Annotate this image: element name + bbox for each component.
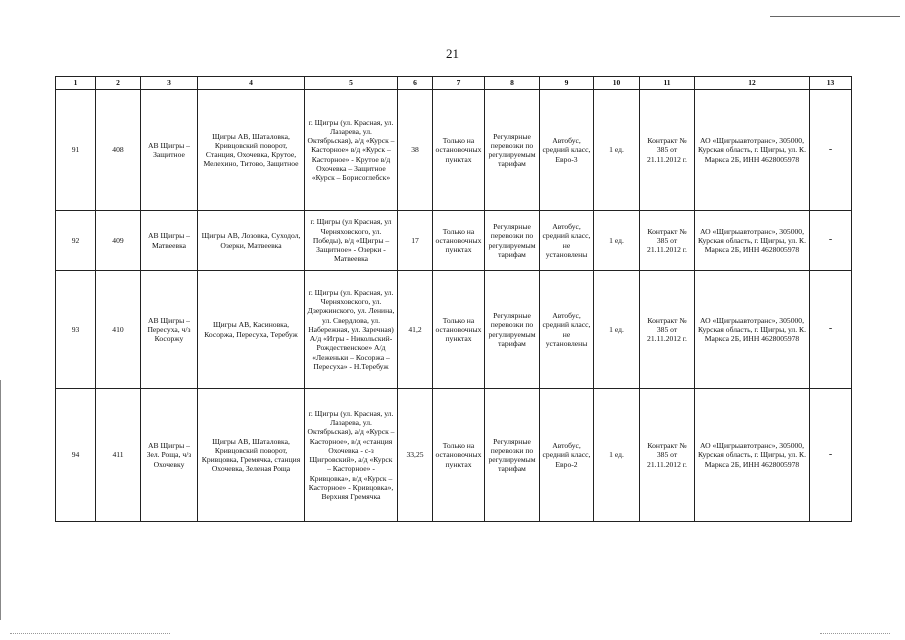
contract: Контракт № 385 от 21.11.2012 г. — [640, 90, 695, 211]
note: - — [810, 90, 852, 211]
route-name: АВ Щигры – Матвеевка — [141, 211, 198, 271]
scan-left-edge — [0, 380, 1, 620]
header-cell: 12 — [695, 77, 810, 90]
vehicle-class: Автобус, средний класс, не установлены — [540, 211, 594, 271]
route-name: АВ Щигры – Защитное — [141, 90, 198, 211]
note: - — [810, 211, 852, 271]
header-cell: 8 — [485, 77, 540, 90]
route-streets: г. Щигры (ул. Красная, ул. Черняховского, ул. Дзержинского, ул. Ленина, ул. Свердлова, ул. Набережная, ул. Заречная) А/д «Игры - Никольский-Рождественское» А/д «Леженьки – Косоржа – Пересуха» - Н.Теребуж — [305, 271, 398, 389]
carrier: АО «Щигрыавтотранс», 305000, Курская область, г. Щигры, ул. К. Маркса 2Б, ИНН 4628005978 — [695, 271, 810, 389]
transport-type: Регулярные перевозки по регулируемым тарифам — [485, 271, 540, 389]
routes-table — [55, 76, 852, 522]
carrier: АО «Щигрыавтотранс», 305000, Курская область, г. Щигры, ул. К. Маркса 2Б, ИНН 4628005978 — [695, 90, 810, 211]
route-streets: г. Щигры (ул. Красная, ул. Лазарева, ул. Октябрьская), а/д «Курск – Касторное» в/д «Курск – Касторное» - Крутое в/д Охочевка – Защитное «Курск – Борисоглебск» — [305, 90, 398, 211]
contract: Контракт № 385 от 21.11.2012 г. — [640, 211, 695, 271]
table-row — [56, 389, 852, 522]
route-length: 33,25 — [398, 389, 433, 522]
table-header-row — [56, 77, 852, 90]
header-cell: 9 — [540, 77, 594, 90]
vehicle-count: 1 ед. — [594, 389, 640, 522]
stop-order: Только на остановочных пунктах — [433, 271, 485, 389]
stop-order: Только на остановочных пунктах — [433, 211, 485, 271]
header-cell: 4 — [198, 77, 305, 90]
registration-number: 409 — [96, 211, 141, 271]
table-row — [56, 211, 852, 271]
vehicle-class: Автобус, средний класс, Евро-2 — [540, 389, 594, 522]
row-number: 92 — [56, 211, 96, 271]
transport-type: Регулярные перевозки по регулируемым тарифам — [485, 389, 540, 522]
route-length: 17 — [398, 211, 433, 271]
scan-edge-line — [770, 16, 900, 17]
header-cell: 11 — [640, 77, 695, 90]
header-cell: 3 — [141, 77, 198, 90]
header-cell: 1 — [56, 77, 96, 90]
vehicle-class: Автобус, средний класс, не установлены — [540, 271, 594, 389]
registration-number: 410 — [96, 271, 141, 389]
page-number: 21 — [446, 46, 459, 61]
header-cell: 6 — [398, 77, 433, 90]
vehicle-count: 1 ед. — [594, 211, 640, 271]
row-number: 91 — [56, 90, 96, 211]
contract: Контракт № 385 от 21.11.2012 г. — [640, 389, 695, 522]
transport-type: Регулярные перевозки по регулируемым тарифам — [485, 90, 540, 211]
stop-order: Только на остановочных пунктах — [433, 90, 485, 211]
header-cell: 2 — [96, 77, 141, 90]
scan-bottom-mark-right — [820, 633, 890, 634]
header-cell: 5 — [305, 77, 398, 90]
note: - — [810, 271, 852, 389]
stop-order: Только на остановочных пунктах — [433, 389, 485, 522]
contract: Контракт № 385 от 21.11.2012 г. — [640, 271, 695, 389]
route-name: АВ Щигры – Пересуха, ч/з Косоржу — [141, 271, 198, 389]
route-stops: Щигры АВ, Лозовка, Суходол, Озерки, Матвеевка — [198, 211, 305, 271]
table-row — [56, 90, 852, 211]
header-cell: 13 — [810, 77, 852, 90]
vehicle-count: 1 ед. — [594, 271, 640, 389]
scan-bottom-mark — [10, 633, 170, 634]
carrier: АО «Щигрыавтотранс», 305000, Курская область, г. Щигры, ул. К. Маркса 2Б, ИНН 4628005978 — [695, 389, 810, 522]
route-name: АВ Щигры – Зел. Роща, ч/з Охочевку — [141, 389, 198, 522]
registration-number: 411 — [96, 389, 141, 522]
route-stops: Щигры АВ, Касиновка, Косоржа, Пересуха, Теребуж — [198, 271, 305, 389]
route-stops: Щигры АВ, Шаталовка, Кривцовский поворот, Кривцовка, Гремячка, станция Охочевка, Зеленая Роща — [198, 389, 305, 522]
vehicle-class: Автобус, средний класс, Евро-3 — [540, 90, 594, 211]
route-length: 38 — [398, 90, 433, 211]
table-row — [56, 271, 852, 389]
vehicle-count: 1 ед. — [594, 90, 640, 211]
transport-type: Регулярные перевозки по регулируемым тарифам — [485, 211, 540, 271]
route-streets: г. Щигры (ул Красная, ул Черняховского, ул. Победы), в/д «Щигры – Защитное» - Озерки - Матвеевка — [305, 211, 398, 271]
row-number: 94 — [56, 389, 96, 522]
note: - — [810, 389, 852, 522]
header-cell: 10 — [594, 77, 640, 90]
registration-number: 408 — [96, 90, 141, 211]
route-streets: г. Щигры (ул. Красная, ул. Лазарева, ул. Октябрьская), а/д «Курск – Касторное», в/д «станция Охочевка - с-з Щигровский», а/д «Курск – Касторное» - Кривцовка», в/д «Курск – Касторное» - Кривцовка», Верхняя Гремячка — [305, 389, 398, 522]
route-length: 41,2 — [398, 271, 433, 389]
row-number: 93 — [56, 271, 96, 389]
route-stops: Щигры АВ, Шаталовка, Кривцовский поворот, Станция, Охочевка, Крутое, Мелехино, Титово, Защитное — [198, 90, 305, 211]
header-cell: 7 — [433, 77, 485, 90]
carrier: АО «Щигрыавтотранс», 305000, Курская область, г. Щигры, ул. К. Маркса 2Б, ИНН 4628005978 — [695, 211, 810, 271]
